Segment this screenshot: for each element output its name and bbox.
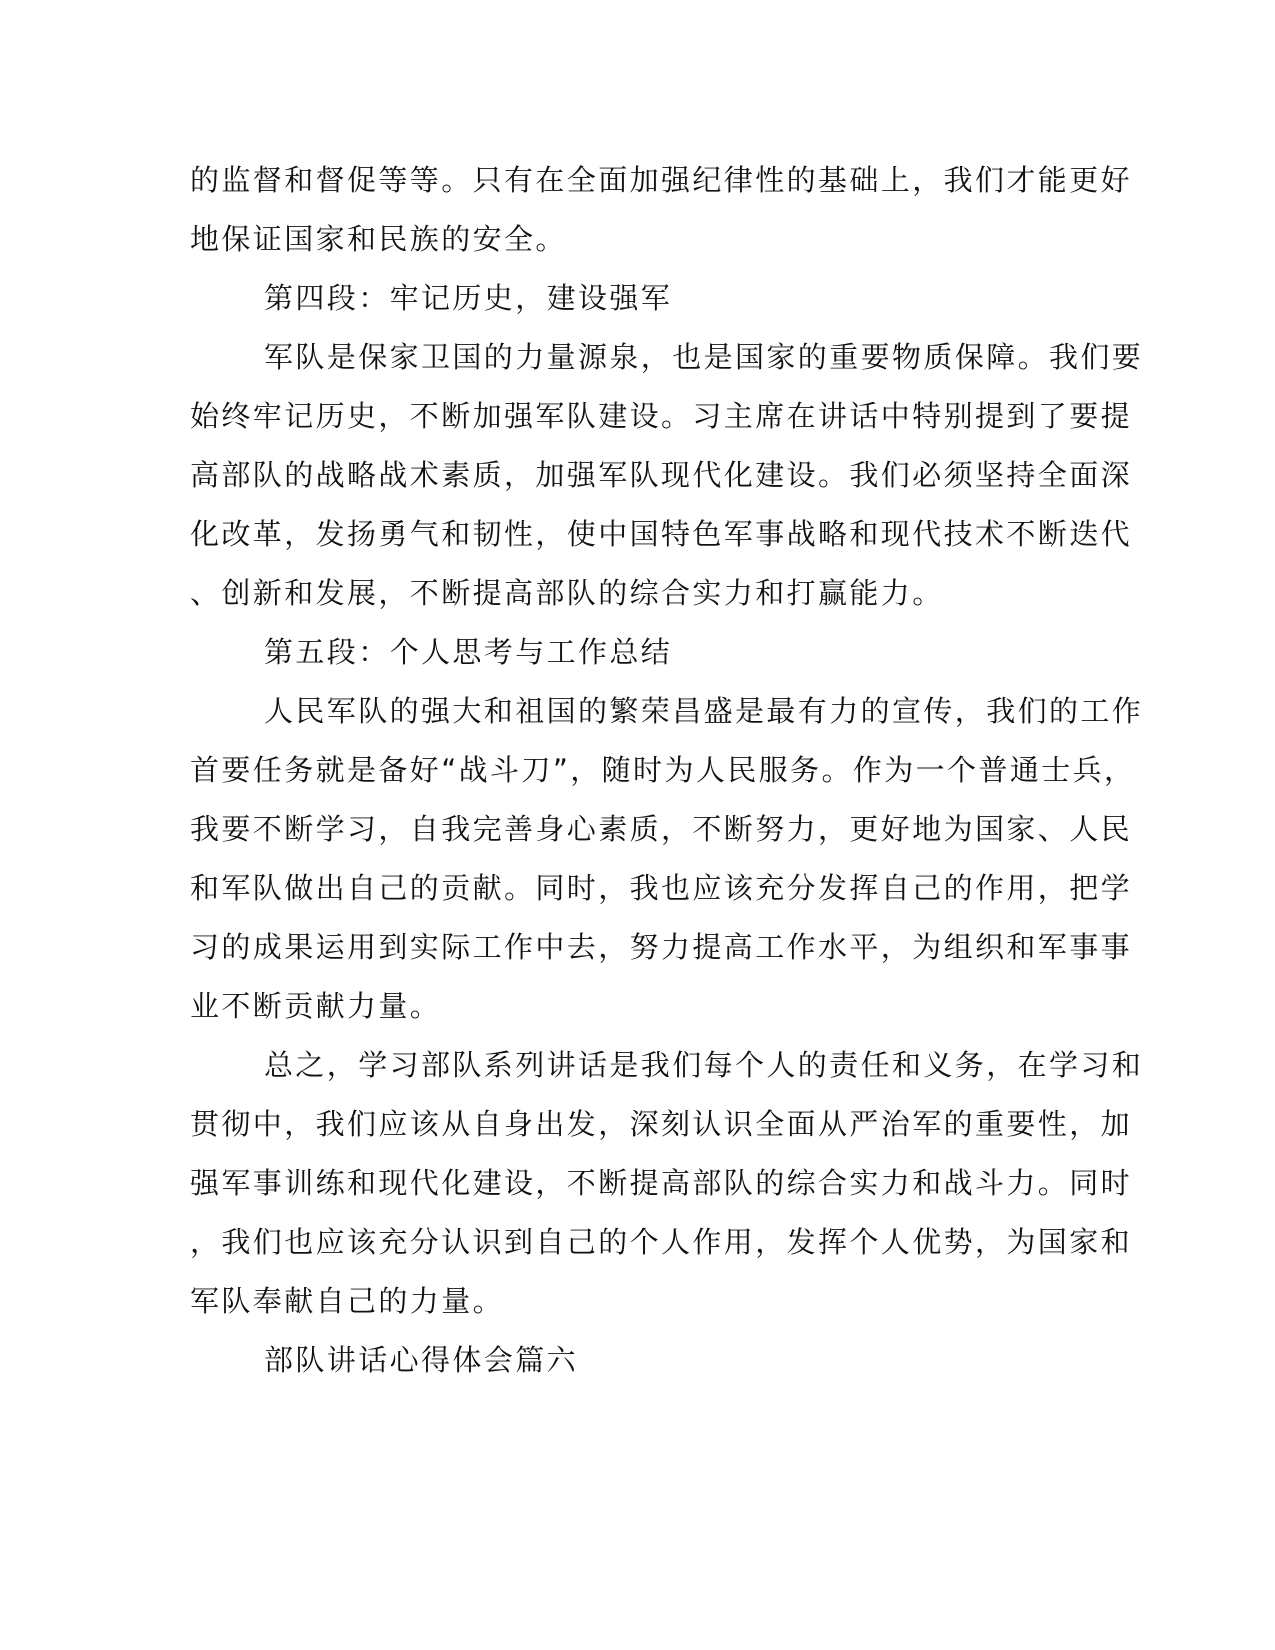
- body-text-line: 地保证国家和民族的安全。: [190, 222, 567, 256]
- section-heading-4: 第四段：牢记历史，建设强军: [264, 281, 673, 315]
- body-text-line: 军队奉献自己的力量。: [190, 1284, 505, 1318]
- body-text-line: 强军事训练和现代化建设，不断提高部队的综合实力和战斗力。同时: [190, 1166, 1133, 1200]
- body-text-line: 首要任务就是备好“战斗刀”，随时为人民服务。作为一个普通士兵，: [190, 753, 1136, 787]
- body-text-line: 总之，学习部队系列讲话是我们每个人的责任和义务，在学习和: [264, 1048, 1144, 1082]
- body-text-line: 贯彻中，我们应该从自身出发，深刻认识全面从严治军的重要性，加: [190, 1107, 1133, 1141]
- body-text-line: ，我们也应该充分认识到自己的个人作用，发挥个人优势，为国家和: [190, 1225, 1133, 1259]
- body-text-line: 高部队的战略战术素质，加强军队现代化建设。我们必须坚持全面深: [190, 458, 1133, 492]
- body-text-line: 和军队做出自己的贡献。同时，我也应该充分发挥自己的作用，把学: [190, 871, 1133, 905]
- body-text-line: 始终牢记历史，不断加强军队建设。习主席在讲话中特别提到了要提: [190, 399, 1133, 433]
- body-text-line: 的监督和督促等等。只有在全面加强纪律性的基础上，我们才能更好: [190, 163, 1133, 197]
- body-text-line: 习的成果运用到实际工作中去，努力提高工作水平，为组织和军事事: [190, 930, 1133, 964]
- section-heading-5: 第五段：个人思考与工作总结: [264, 635, 673, 669]
- body-text-line: 化改革，发扬勇气和韧性，使中国特色军事战略和现代技术不断迭代: [190, 517, 1133, 551]
- body-text-line: 军队是保家卫国的力量源泉，也是国家的重要物质保障。我们要: [264, 340, 1144, 374]
- body-text-line: 我要不断学习，自我完善身心素质，不断努力，更好地为国家、人民: [190, 812, 1133, 846]
- body-text-line: 、创新和发展，不断提高部队的综合实力和打赢能力。: [190, 576, 944, 610]
- body-text-line: 业不断贡献力量。: [190, 989, 442, 1023]
- article-title-6: 部队讲话心得体会篇六: [264, 1343, 579, 1377]
- body-text-line: 人民军队的强大和祖国的繁荣昌盛是最有力的宣传，我们的工作: [264, 694, 1144, 728]
